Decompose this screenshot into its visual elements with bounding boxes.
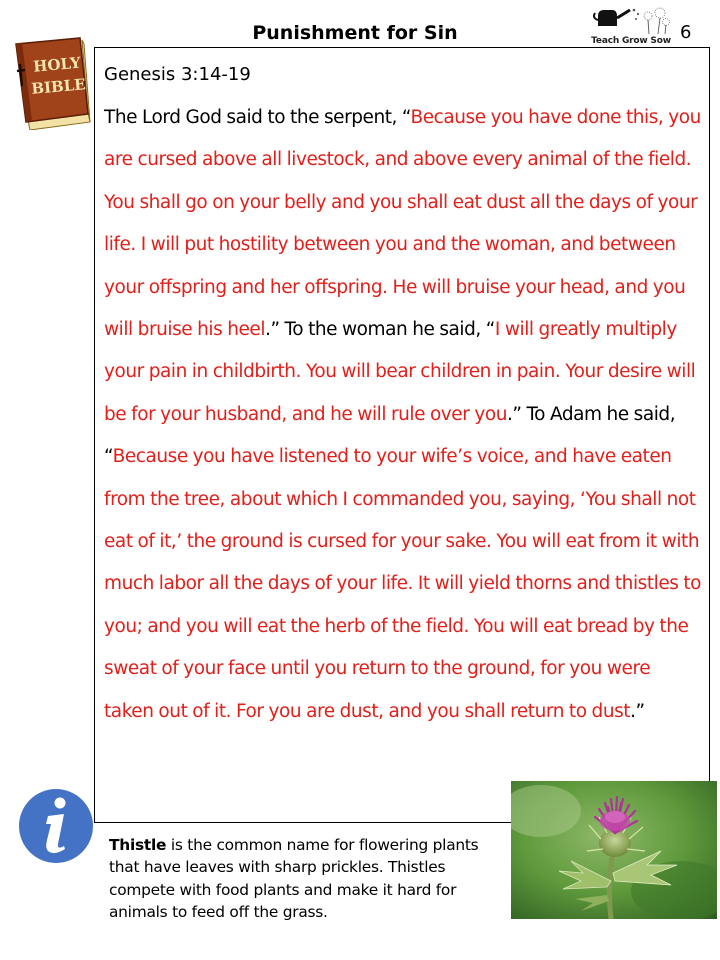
scripture-passage bbox=[104, 97, 704, 733]
watering-can-icon bbox=[592, 4, 672, 38]
scripture-reference: Genesis 3:14-19 bbox=[104, 64, 251, 85]
info-icon bbox=[18, 788, 94, 864]
thistle-definition bbox=[109, 834, 509, 923]
scripture-quote-segment: Because you have done this, you are cursed above all livestock, and above every animal of the field. You shall go on your belly and you shall eat dust all the days of your life. I will put hostility between you and the woman, and between your offspring and her offspring. He will bruise your head, and you will bruise his heel bbox=[104, 107, 701, 341]
bible-label-holy: HOLY bbox=[32, 53, 82, 76]
thistle-flower-photo bbox=[511, 781, 717, 919]
scripture-narration-segment: .” bbox=[630, 700, 645, 722]
bible-book-icon bbox=[14, 34, 94, 130]
bible-label-bible: BIBLE bbox=[30, 75, 87, 98]
thistle-definition-text: is the common name for flowering plants that have leaves with sharp prickles. Thistles compete with food plants and make it hard for animals to feed off the grass. bbox=[109, 836, 479, 921]
page-title: Punishment for Sin bbox=[252, 22, 458, 44]
scripture-narration-segment: .” To Adam he said, “ bbox=[104, 403, 676, 468]
logo-text: Teach Grow Sow bbox=[591, 36, 671, 46]
teach-grow-sow-logo bbox=[588, 2, 674, 48]
thistle-term: Thistle bbox=[109, 836, 167, 854]
scripture-quote-segment: I will greatly multiply your pain in childbirth. You will bear children in pain. Your desire will be for your husband, and he will rule over you bbox=[104, 319, 696, 425]
scripture-quote-segment: Because you have listened to your wife’s voice, and have eaten from the tree, about which I commanded you, saying, ‘You shall not eat of it,’ the ground is cursed for your sake. You will eat from it with much labor all the days of your life. It will yield thorns and thistles to you; and you will eat the herb of the field. You will eat bread by the sweat of your face until you return to the ground, for you were taken out of it. For you are dust, and you shall return to dust bbox=[104, 446, 702, 722]
scripture-narration-segment: The Lord God said to the serpent, “ bbox=[104, 107, 411, 128]
page-number: 6 bbox=[680, 22, 692, 43]
scripture-narration-segment: .” To the woman he said, “ bbox=[265, 319, 495, 341]
